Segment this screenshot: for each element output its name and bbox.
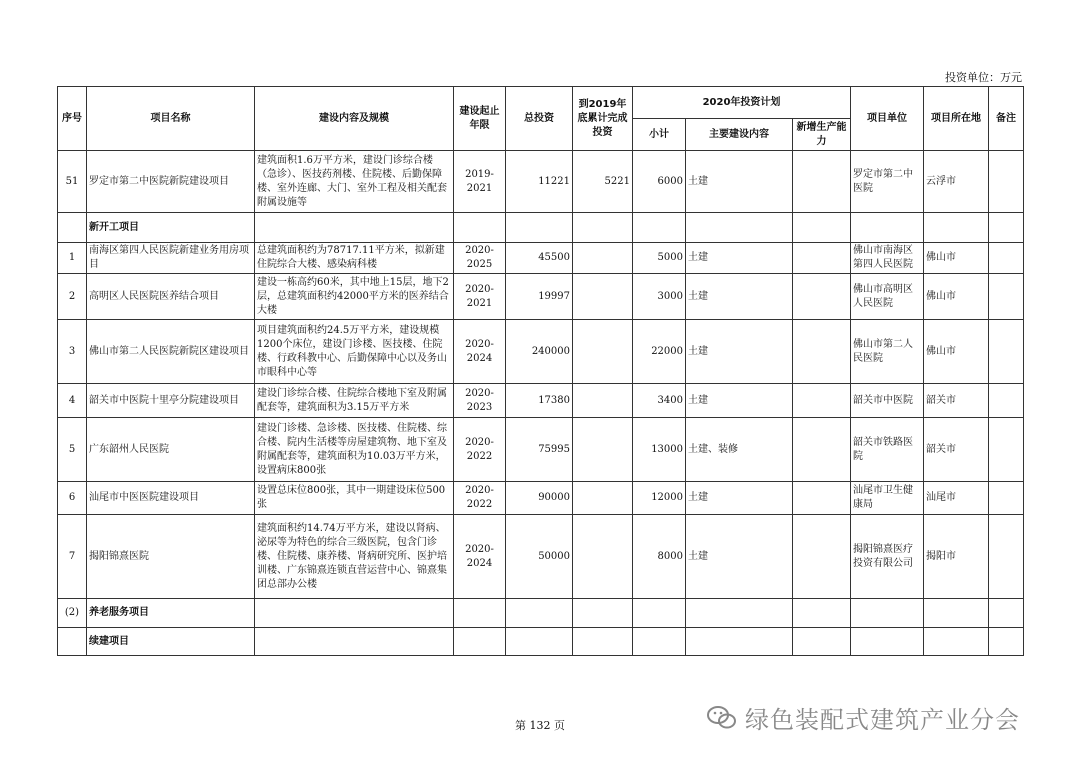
subtotal-cell: 3400 <box>633 384 686 418</box>
completed-cell: 5221 <box>573 151 633 213</box>
subtotal-cell: 12000 <box>633 482 686 515</box>
period-cell: 2020-2023 <box>454 384 506 418</box>
subtotal-cell: 5000 <box>633 243 686 274</box>
section-row-elderly <box>58 599 1024 628</box>
investment-plan-table <box>57 86 1024 656</box>
unit-cell: 佛山市高明区人民医院 <box>851 274 924 320</box>
table-row <box>58 482 1024 515</box>
capacity-cell <box>793 482 851 515</box>
table-row <box>58 384 1024 418</box>
seq-cell <box>58 213 87 243</box>
subtotal-cell: 6000 <box>633 151 686 213</box>
unit-cell: 揭阳锦熹医疗投资有限公司 <box>851 515 924 599</box>
location-cell: 韶关市 <box>924 418 989 482</box>
seq-cell: 1 <box>58 243 87 274</box>
col-seq: 序号 <box>58 87 87 151</box>
name-cell: 高明区人民医院医养结合项目 <box>87 274 255 320</box>
content-cell: 项目建筑面积约24.5万平方米，建设规模1200个床位，建设门诊楼、医技楼、住院楼、行政科教中心、后勤保障中心以及务山市眼科中心等 <box>255 320 454 384</box>
period-cell: 2020-2024 <box>454 320 506 384</box>
subtotal-cell: 8000 <box>633 515 686 599</box>
remark-cell <box>989 418 1024 482</box>
col-location: 项目所在地 <box>924 87 989 151</box>
page-number: 第 132 页 <box>515 719 565 732</box>
table-row <box>58 515 1024 599</box>
remark-cell <box>989 515 1024 599</box>
period-cell: 2020-2022 <box>454 418 506 482</box>
period-cell: 2019-2021 <box>454 151 506 213</box>
period-cell: 2020-2025 <box>454 243 506 274</box>
total-cell: 50000 <box>506 515 573 599</box>
col-remark: 备注 <box>989 87 1024 151</box>
unit-cell: 汕尾市卫生健康局 <box>851 482 924 515</box>
remark-cell <box>989 482 1024 515</box>
capacity-cell <box>793 274 851 320</box>
completed-cell <box>573 515 633 599</box>
col-period: 建设起止年限 <box>454 87 506 151</box>
header-row-1 <box>58 87 1024 119</box>
name-cell: 佛山市第二人民医院新院区建设项目 <box>87 320 255 384</box>
period-cell: 2020-2024 <box>454 515 506 599</box>
col-plan2020: 2020年投资计划 <box>633 87 851 119</box>
remark-cell <box>989 320 1024 384</box>
total-cell: 90000 <box>506 482 573 515</box>
seq-cell: 5 <box>58 418 87 482</box>
subtotal-cell: 13000 <box>633 418 686 482</box>
content-cell: 建设一栋高约60米，其中地上15层，地下2层，总建筑面积约42000平方米的医养结合大楼 <box>255 274 454 320</box>
seq-cell: (2) <box>58 599 87 628</box>
subsection-title: 续建项目 <box>87 628 255 656</box>
subsection-row-continuing <box>58 628 1024 656</box>
col-unit: 项目单位 <box>851 87 924 151</box>
seq-cell: 51 <box>58 151 87 213</box>
main-content-cell: 土建 <box>686 384 793 418</box>
seq-cell <box>58 628 87 656</box>
content-cell: 设置总床位800张，其中一期建设床位500张 <box>255 482 454 515</box>
subtotal-cell: 3000 <box>633 274 686 320</box>
content-cell: 建筑面积约14.74万平方米，建设以肾病、泌尿等为特色的综合三级医院，包含门诊楼、住院楼、康养楼、肾病研究所、医护培训楼、广东锦熹连锁直营运营中心、锦熹集团总部办公楼 <box>255 515 454 599</box>
unit-cell: 韶关市铁路医院 <box>851 418 924 482</box>
table-row <box>58 243 1024 274</box>
section-title: 新开工项目 <box>87 213 255 243</box>
remark-cell <box>989 243 1024 274</box>
location-cell: 佛山市 <box>924 274 989 320</box>
table-row <box>58 151 1024 213</box>
table-row <box>58 274 1024 320</box>
remark-cell <box>989 384 1024 418</box>
col-subtotal: 小计 <box>633 119 686 151</box>
total-cell: 17380 <box>506 384 573 418</box>
location-cell: 云浮市 <box>924 151 989 213</box>
completed-cell <box>573 384 633 418</box>
location-cell: 佛山市 <box>924 243 989 274</box>
col-new-capacity: 新增生产能力 <box>793 119 851 151</box>
total-cell: 19997 <box>506 274 573 320</box>
total-cell: 45500 <box>506 243 573 274</box>
completed-cell <box>573 274 633 320</box>
content-cell: 建筑面积1.6万平方米，建设门诊综合楼（急诊）、医技药剂楼、住院楼、后勤保障楼、室外连廊、大门、室外工程及相关配套附属设施等 <box>255 151 454 213</box>
col-main-content: 主要建设内容 <box>686 119 793 151</box>
main-content-cell: 土建 <box>686 320 793 384</box>
subtotal-cell: 22000 <box>633 320 686 384</box>
unit-cell: 佛山市南海区第四人民医院 <box>851 243 924 274</box>
col-completed: 到2019年底累计完成投资 <box>573 87 633 151</box>
capacity-cell <box>793 384 851 418</box>
total-cell: 75995 <box>506 418 573 482</box>
seq-cell: 3 <box>58 320 87 384</box>
remark-cell <box>989 274 1024 320</box>
main-content-cell: 土建 <box>686 274 793 320</box>
seq-cell: 7 <box>58 515 87 599</box>
completed-cell <box>573 418 633 482</box>
col-name: 项目名称 <box>87 87 255 151</box>
section-title: 养老服务项目 <box>87 599 255 628</box>
content-cell: 建设门诊楼、急诊楼、医技楼、住院楼、综合楼、院内生活楼等房屋建筑物、地下室及附属配套等，建筑面积为10.03万平方米，设置病床800张 <box>255 418 454 482</box>
completed-cell <box>573 243 633 274</box>
location-cell: 揭阳市 <box>924 515 989 599</box>
seq-cell: 4 <box>58 384 87 418</box>
unit-cell: 罗定市第二中医院 <box>851 151 924 213</box>
name-cell: 南海区第四人民医院新建业务用房项目 <box>87 243 255 274</box>
name-cell: 韶关市中医院十里亭分院建设项目 <box>87 384 255 418</box>
completed-cell <box>573 482 633 515</box>
seq-cell: 6 <box>58 482 87 515</box>
completed-cell <box>573 320 633 384</box>
table-row <box>58 320 1024 384</box>
total-cell: 240000 <box>506 320 573 384</box>
period-cell: 2020-2022 <box>454 482 506 515</box>
main-content-cell: 土建 <box>686 151 793 213</box>
main-content-cell: 土建 <box>686 482 793 515</box>
capacity-cell <box>793 515 851 599</box>
main-content-cell: 土建、装修 <box>686 418 793 482</box>
location-cell: 佛山市 <box>924 320 989 384</box>
capacity-cell <box>793 151 851 213</box>
unit-cell: 佛山市第二人民医院 <box>851 320 924 384</box>
unit-cell: 韶关市中医院 <box>851 384 924 418</box>
location-cell: 韶关市 <box>924 384 989 418</box>
col-total: 总投资 <box>506 87 573 151</box>
capacity-cell <box>793 243 851 274</box>
section-row-new <box>58 213 1024 243</box>
name-cell: 广东韶州人民医院 <box>87 418 255 482</box>
table-row <box>58 418 1024 482</box>
remark-cell <box>989 151 1024 213</box>
capacity-cell <box>793 418 851 482</box>
watermark-text: 绿色装配式建筑产业分会 <box>745 706 1020 734</box>
capacity-cell <box>793 320 851 384</box>
name-cell: 汕尾市中医医院建设项目 <box>87 482 255 515</box>
seq-cell: 2 <box>58 274 87 320</box>
content-cell: 建设门诊综合楼、住院综合楼地下室及附属配套等，建筑面积为3.15万平方米 <box>255 384 454 418</box>
main-content-cell: 土建 <box>686 515 793 599</box>
name-cell: 罗定市第二中医院新院建设项目 <box>87 151 255 213</box>
name-cell: 揭阳锦熹医院 <box>87 515 255 599</box>
col-content: 建设内容及规模 <box>255 87 454 151</box>
period-cell: 2020-2021 <box>454 274 506 320</box>
total-cell: 11221 <box>506 151 573 213</box>
location-cell: 汕尾市 <box>924 482 989 515</box>
investment-unit-label: 投资单位：万元 <box>945 71 1022 84</box>
content-cell: 总建筑面积约为78717.11平方米，拟新建住院综合大楼、感染病科楼 <box>255 243 454 274</box>
main-content-cell: 土建 <box>686 243 793 274</box>
